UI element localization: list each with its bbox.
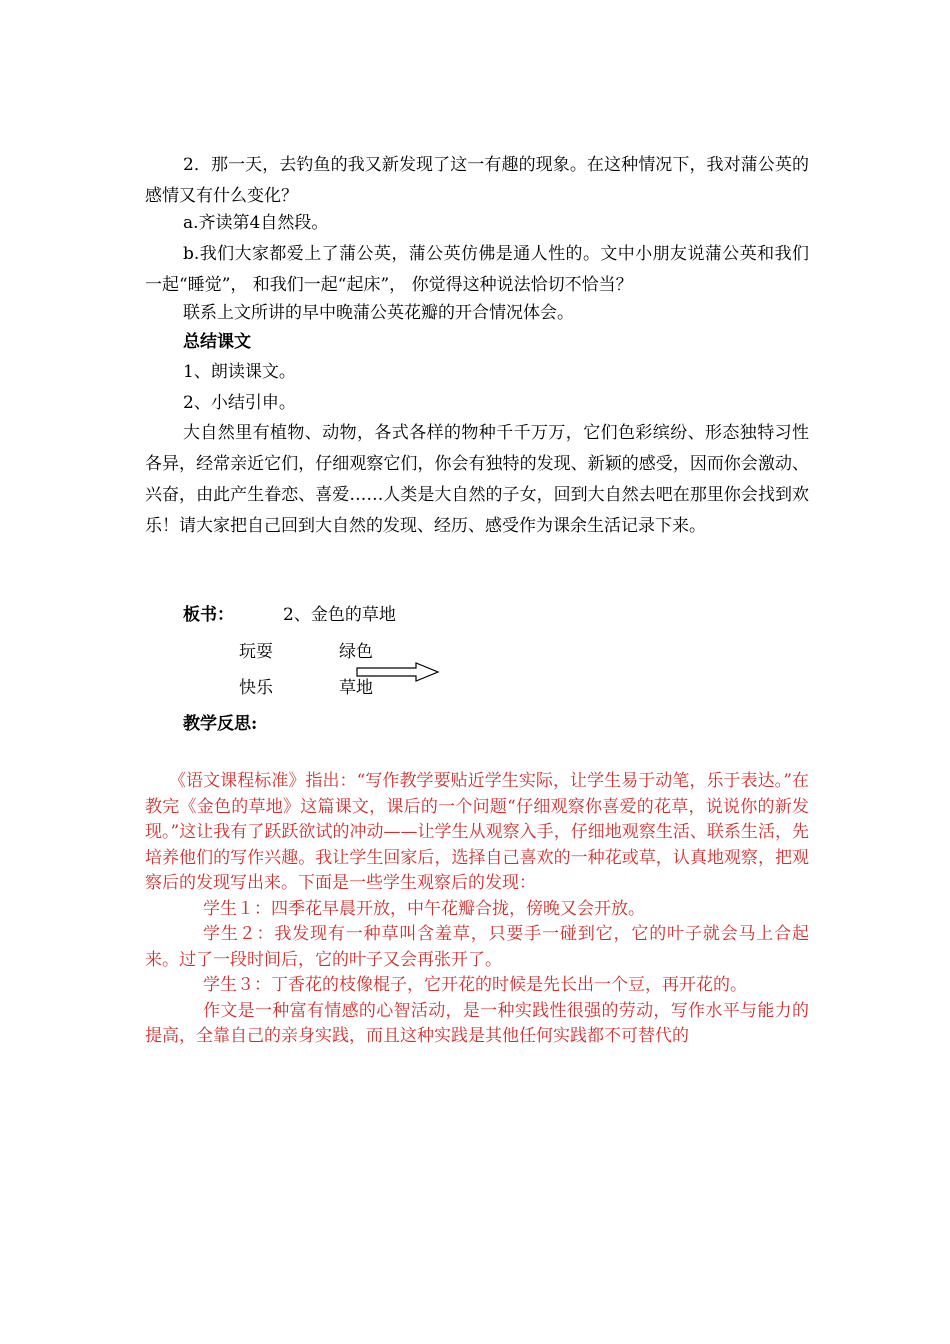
board-left-top: 玩耍 <box>239 642 273 662</box>
summary-paragraph: 大自然里有植物、动物，各式各样的物种千千万万，它们色彩缤纷、形态独特习性各异，经常亲近它们，仔细观察它们，你会有独特的发现、新颖的感受，因而你会激动、兴奋，由此产生眷恋、喜爱……人类是大自然的子女，回到大自然去吧在那里你会找到欢乐！请大家把自己回到大自然的发现、经历、感受作为课余生活记录下来。 <box>145 423 809 536</box>
reflection-body <box>145 769 809 1050</box>
student-1: 学生１：四季花早晨开放，中午花瓣合拢，傍晚又会开放。 <box>203 898 645 919</box>
summary-item-2: 2、小结引申。 <box>183 393 296 413</box>
link-note: 联系上文所讲的早中晚蒲公英花瓣的开合情况体会。 <box>183 303 574 323</box>
student-2: 学生２：我发现有一种草叫含羞草，只要手一碰到它，它的叶子就会马上合起来。过了一段时间后，它的叶子又会再张开了。 <box>145 924 809 970</box>
step-a: a.齐读第4自然段。 <box>183 213 329 233</box>
step-b: b.我们大家都爱上了蒲公英，蒲公英仿佛是通人性的。文中小朋友说蒲公英和我们一起“睡觉”， 和我们一起“起床”， 你觉得这种说法恰切不恰当？ <box>145 244 809 295</box>
board-right-bottom: 草地 <box>339 678 373 698</box>
board-label: 板书： <box>183 605 234 625</box>
reflection-heading: 教学反思: <box>183 714 258 734</box>
reflection-closing: 作文是一种富有情感的心智活动，是一种实践性很强的劳动，写作水平与能力的提高，全靠自己的亲身实践，而且这种实践是其他任何实践都不可替代的 <box>145 1000 809 1046</box>
summary-item-1: 1、朗读课文。 <box>183 362 296 382</box>
board-title: 2、金色的草地 <box>283 605 396 625</box>
question-2: 2．那一天，去钓鱼的我又新发现了这一有趣的现象。在这种情况下，我对蒲公英的感情又有什么变化？ <box>145 155 809 206</box>
board-right-top: 绿色 <box>339 642 373 662</box>
reflection-intro: 《语文课程标准》指出：“写作教学要贴近学生实际，让学生易于动笔，乐于表达。”在教完《金色的草地》这篇课文，课后的一个问题“仔细观察你喜爱的花草，说说你的新发现。”这让我有了跃跃欲试的冲动——让学生从观察入手，仔细地观察生活、联系生活，先培养他们的写作兴趣。我让学生回家后，选择自己喜欢的一种花或草，认真地观察，把观察后的发现写出来。下面是一些学生观察后的发现： <box>145 771 809 893</box>
summary-heading: 总结课文 <box>183 332 251 352</box>
right-arrow-icon <box>356 662 440 682</box>
student-3: 学生３：丁香花的枝像棍子，它开花的时候是先长出一个豆，再开花的。 <box>203 975 747 995</box>
board-left-bottom: 快乐 <box>239 678 273 698</box>
